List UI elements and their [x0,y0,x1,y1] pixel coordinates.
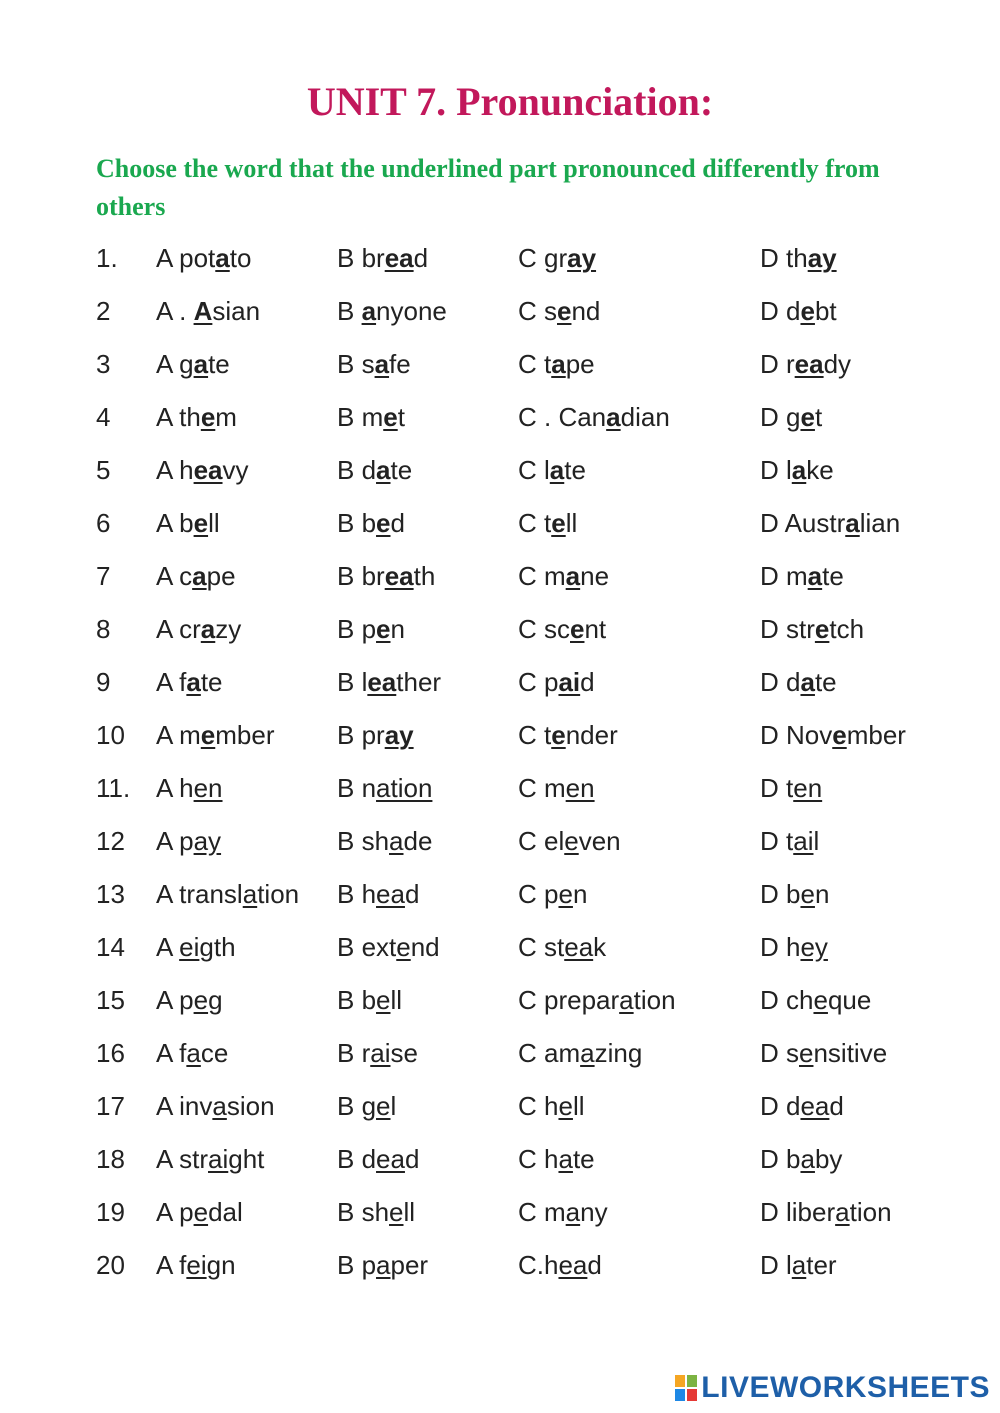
option-b: B safe [337,349,411,379]
option-a: A invasion [156,1091,275,1121]
underlined-sound: e [193,508,209,538]
option-c: C scent [518,614,607,644]
option-a: A pay [156,826,222,856]
option-d: D debt [760,296,837,326]
option-c: C late [518,455,586,485]
underlined-sound: en [793,773,823,803]
underlined-sound: a [835,1197,850,1227]
underlined-sound: e [564,826,579,856]
underlined-sound: a [558,1144,573,1174]
underlined-sound: a [791,1250,807,1280]
question-number: 4 [96,402,111,432]
liveworksheets-logo [675,1371,990,1405]
underlined-sound: a [565,1197,581,1227]
option-c: C amazing [518,1038,643,1068]
underlined-sound: a [807,561,823,591]
option-b: B bed [337,508,405,538]
question-number: 11. [96,773,131,803]
underlined-sound: e [558,879,573,909]
option-a: A heavy [156,455,249,485]
instructions: Choose the word that the underlined part pronounced differently from others [96,154,880,221]
question-number: 6 [96,508,111,538]
underlined-sound: ai [793,826,814,856]
option-c: C hell [518,1091,585,1121]
question-number: 18 [96,1144,125,1174]
option-d: D November [760,720,906,750]
question-row [0,1033,1000,1086]
underlined-sound: a [551,349,566,379]
option-b: B pray [337,720,414,750]
question-row [0,980,1000,1033]
option-a: A bell [156,508,220,538]
option-a: A translation [156,879,300,909]
underlined-sound: ay [193,826,222,856]
option-b: B shell [337,1197,416,1227]
option-d: D baby [760,1144,843,1174]
option-c: C men [518,773,595,803]
underlined-sound: a [800,1144,815,1174]
option-a: A gate [156,349,230,379]
underlined-sound: e [389,1197,404,1227]
question-list [0,238,1000,1298]
underlined-sound: a [186,667,201,697]
underlined-sound: ea [384,243,414,273]
question-number: 3 [96,349,111,379]
underlined-sound: e [376,1091,391,1121]
question-number: 15 [96,985,125,1015]
option-c: C many [518,1197,608,1227]
underlined-sound: ai [558,667,581,697]
option-b: B bread [337,243,429,273]
option-a: A them [156,402,237,432]
liveworksheets-logo-icon [675,1375,697,1401]
option-a: A . Asian [156,296,261,326]
underlined-sound: a [619,985,634,1015]
option-c: C mane [518,561,610,591]
option-a: A member [156,720,275,750]
option-a: A feign [156,1250,236,1280]
underlined-sound: ea [193,455,223,485]
underlined-sound: a [800,667,815,697]
option-b: B bell [337,985,403,1015]
option-d: D ready [760,349,852,379]
option-c: C tape [518,349,595,379]
question-row [0,768,1000,821]
question-row [0,397,1000,450]
option-b: B dead [337,1144,420,1174]
underlined-sound: ay [384,720,414,750]
option-a: A cape [156,561,236,591]
underlined-sound: e [813,985,828,1015]
option-d: D sensitive [760,1038,888,1068]
option-c: C hate [518,1144,595,1174]
option-d: D ten [760,773,823,803]
underlined-sound: en [565,773,595,803]
underlined-sound: ea [384,561,414,591]
option-d: D tail [760,826,820,856]
underlined-sound: e [376,985,391,1015]
question-number: 5 [96,455,111,485]
question-number: 7 [96,561,111,591]
underlined-sound: ai [370,1038,391,1068]
underlined-sound: e [557,296,572,326]
question-number: 9 [96,667,111,697]
question-row [0,927,1000,980]
question-row [0,1192,1000,1245]
underlined-sound: e [814,614,830,644]
option-a: A hen [156,773,223,803]
underlined-sound: e [558,1091,573,1121]
question-row [0,662,1000,715]
underlined-sound: ei [186,1250,207,1280]
question-row [0,1139,1000,1192]
option-d: D liberation [760,1197,892,1227]
option-d: D lake [760,455,834,485]
underlined-sound: a [212,1091,227,1121]
question-number: 12 [96,826,125,856]
underlined-sound: e [551,508,566,538]
option-c: C preparation [518,985,676,1015]
underlined-sound: ea [558,1250,588,1280]
underlined-sound: a [193,349,209,379]
option-c: C paid [518,667,595,697]
underlined-sound: ea [794,349,824,379]
question-number: 16 [96,1038,125,1068]
underlined-sound: e [570,614,585,644]
underlined-sound: ey [800,932,828,962]
underlined-sound: ei [179,932,200,962]
option-d: D dead [760,1091,844,1121]
question-number: 10 [96,720,125,750]
underlined-sound: a [192,561,207,591]
underlined-sound: e [800,296,815,326]
underlined-sound: ea [564,932,594,962]
question-row [0,344,1000,397]
option-c: C steak [518,932,607,962]
underlined-sound: a [361,296,377,326]
question-number: 20 [96,1250,125,1280]
question-number: 17 [96,1091,125,1121]
underlined-sound: e [800,879,815,909]
question-row [0,238,1000,291]
logo-text: LIVEWORKSHEETS [701,1371,990,1404]
option-c: C eleven [518,826,621,856]
question-row [0,450,1000,503]
question-row [0,609,1000,662]
underlined-sound: a [845,508,860,538]
underlined-sound: a [242,879,258,909]
option-b: B paper [337,1250,429,1280]
underlined-sound: ay [807,243,837,273]
option-b: B pen [337,614,405,644]
option-d: D date [760,667,837,697]
option-a: A potato [156,243,252,273]
option-d: D later [760,1250,837,1280]
underlined-sound: e [799,1038,814,1068]
option-b: B anyone [337,296,447,326]
underlined-sound: A [193,296,213,326]
question-number: 1. [96,243,118,273]
option-b: B date [337,455,413,485]
underlined-sound: a [606,402,621,432]
option-d: D thay [760,243,837,273]
option-a: A straight [156,1144,265,1174]
option-c: C pen [518,879,588,909]
option-a: A fate [156,667,223,697]
underlined-sound: a [215,243,230,273]
underlined-sound: ea [800,1091,830,1121]
option-c: C tender [518,720,618,750]
underlined-sound: a [549,455,565,485]
question-number: 2 [96,296,111,326]
question-row [0,291,1000,344]
question-row [0,874,1000,927]
underlined-sound: e [800,402,815,432]
question-number: 14 [96,932,125,962]
question-row [0,821,1000,874]
underlined-sound: ea [376,879,405,909]
question-number: 8 [96,614,111,644]
option-d: D hey [760,932,828,962]
underlined-sound: e [193,985,209,1015]
question-row [0,715,1000,768]
option-d: D stretch [760,614,865,644]
option-a: A crazy [156,614,242,644]
question-row [0,1086,1000,1139]
underlined-sound: ai [208,1144,229,1174]
option-c: C tell [518,508,578,538]
option-a: A face [156,1038,229,1068]
option-d: D get [760,402,823,432]
option-c: C gray [518,243,597,273]
question-row [0,503,1000,556]
option-d: D mate [760,561,844,591]
underlined-sound: a [374,349,390,379]
option-b: B raise [337,1038,418,1068]
question-row [0,1245,1000,1298]
option-a: A eigth [156,932,236,962]
option-a: A peg [156,985,223,1015]
underlined-sound: a [565,561,581,591]
underlined-sound: e [376,614,391,644]
underlined-sound: a [389,826,404,856]
underlined-sound: e [383,402,398,432]
option-c: C send [518,296,601,326]
option-a: A pedal [156,1197,243,1227]
option-b: B met [337,402,405,432]
underlined-sound: a [791,455,807,485]
page-title: UNIT 7. Pronunciation: [306,79,714,124]
question-row [0,556,1000,609]
underlined-sound: e [193,1197,209,1227]
underlined-sound: a [376,455,391,485]
underlined-sound: e [396,932,411,962]
underlined-sound: e [200,720,216,750]
underlined-sound: a [186,1038,201,1068]
option-b: B head [337,879,420,909]
option-d: D ben [760,879,830,909]
underlined-sound: e [832,720,847,750]
underlined-sound: e [200,402,216,432]
underlined-sound: en [193,773,223,803]
underlined-sound: e [376,508,391,538]
option-c: C . Canadian [518,402,670,432]
underlined-sound: a [580,1038,595,1068]
option-b: B nation [337,773,433,803]
option-b: B extend [337,932,440,962]
underlined-sound: a [200,614,216,644]
underlined-sound: ea [376,1144,405,1174]
option-b: B leather [337,667,442,697]
underlined-sound: ation [376,773,433,803]
underlined-sound: a [376,1250,391,1280]
option-d: D cheque [760,985,872,1015]
question-number: 19 [96,1197,125,1227]
underlined-sound: ay [567,243,597,273]
option-b: B breath [337,561,436,591]
option-b: B gel [337,1091,397,1121]
option-d: D Australian [760,508,901,538]
question-number: 13 [96,879,125,909]
underlined-sound: e [551,720,566,750]
underlined-sound: ea [367,667,397,697]
option-b: B shade [337,826,433,856]
option-c: C.head [518,1250,602,1280]
